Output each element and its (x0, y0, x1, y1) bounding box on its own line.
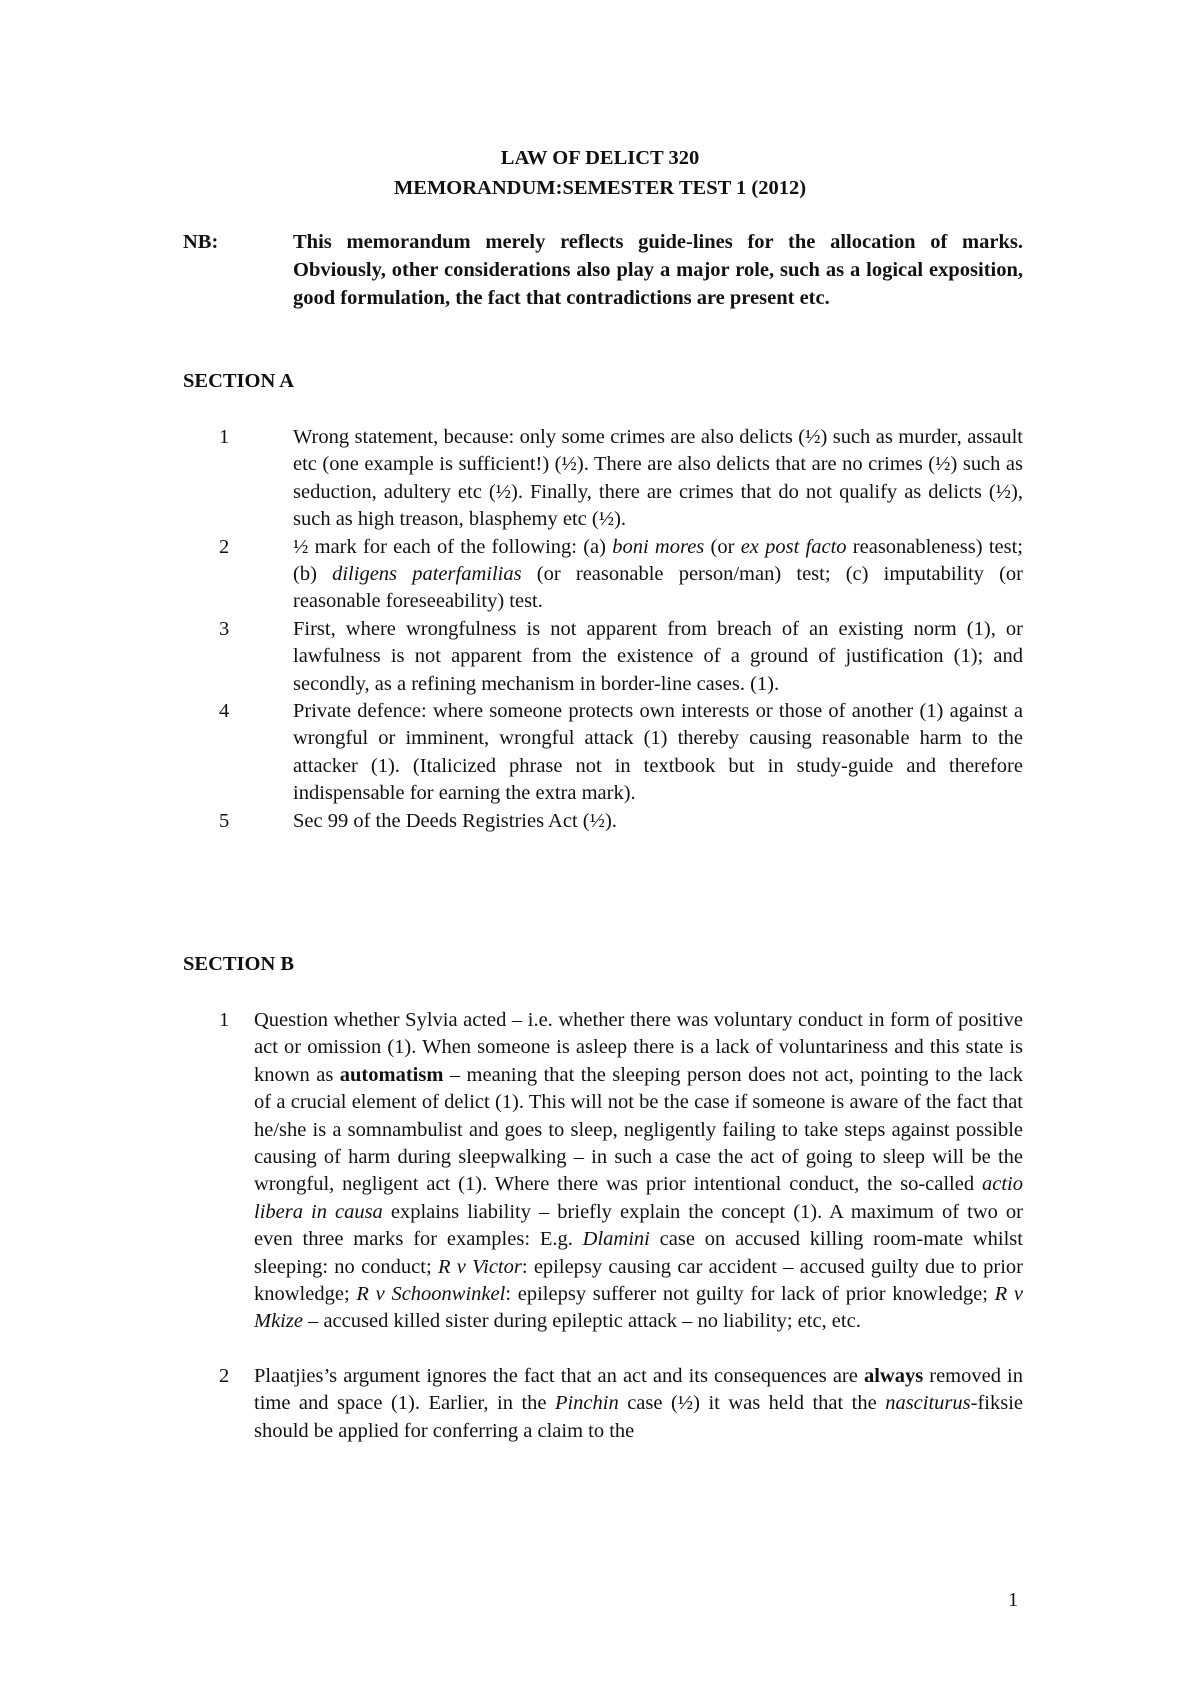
text-run: removed in time and space (1). Earlier, in the (254, 1364, 1023, 1415)
section-a-list (183, 424, 1023, 835)
document-title (0, 143, 1200, 203)
italic-phrase: diligens paterfamilias (332, 563, 522, 586)
section-b-list (183, 1007, 1023, 1472)
italic-phrase: nasciturus (885, 1392, 971, 1415)
question-item (183, 1363, 1023, 1445)
answer-text (254, 1007, 1023, 1336)
italic-phrase: R v Schoonwinkel (356, 1283, 506, 1306)
text-run: explains liability – briefly explain the concept (1). A maximum of two or even three marks for examples: E.g. (254, 1200, 1023, 1251)
text-run: Wrong statement, because: only some crimes are also delicts (½) such as murder, assault etc (one example is sufficient!) (½). There are also delicts that are no crimes (½) such as seduction, adultery etc (½). Finally, there are crimes that do not qualify as delicts (½), such as high treason, blasphemy etc (½). (293, 426, 1023, 531)
question-item (183, 424, 1023, 534)
section-a-heading: SECTION A (183, 370, 295, 392)
answer-text (254, 1363, 1023, 1445)
nb-text: This memorandum merely reflects guide-lines for the allocation of marks. Obviously, other considerations also play a major role, such as a logical exposition, good formulation, the fact that contradictions are present etc. (293, 231, 1023, 309)
text-run: -fiksie should be applied for conferring a claim to the (254, 1392, 1023, 1442)
nb-label: NB: (183, 231, 219, 253)
question-number: 2 (219, 535, 230, 558)
question-number: 1 (219, 1009, 230, 1031)
page-number: 1 (1008, 1589, 1019, 1611)
text-run: (or reasonable person/man) test; (c) imputability (or reasonable foreseeability) test. (293, 563, 1024, 613)
question-item (183, 808, 1023, 835)
answer-text (293, 698, 1023, 808)
text-run: First, where wrongfulness is not apparent from breach of an existing norm (1), or lawfulness is not apparent from the existence of a ground of justification (1); and secondly, as a refining mechanism in border-line cases. (1). (293, 617, 1023, 695)
section-b-heading: SECTION B (183, 953, 295, 975)
question-item (183, 534, 1023, 616)
question-number: 3 (219, 617, 230, 640)
answer-text (293, 424, 1023, 534)
text-run: ½ mark for each of the following: (a) (293, 535, 613, 558)
title-line-memorandum: MEMORANDUM:SEMESTER TEST 1 (2012) (393, 177, 807, 199)
text-run: case on accused killing room-mate whilst sleeping: no conduct; (254, 1228, 1023, 1278)
question-item (183, 1007, 1023, 1336)
text-run: – meaning that the sleeping person does not act, pointing to the lack of a crucial element of delict (1). This will not be the case if someone is aware of the fact that he/she is a somnambulist and goes to sleep, negligently failing to take steps against possible causing of harm during sleepwalking – in such a case the act of going to sleep will be the wrongful, negligent act (1). Where there was prior intentional conduct, the so-called (254, 1063, 1023, 1196)
italic-phrase: R v Victor (437, 1255, 522, 1278)
italic-phrase: boni mores (612, 535, 705, 558)
question-number: 2 (219, 1364, 230, 1387)
answer-text (293, 808, 1023, 835)
question-item (183, 698, 1023, 808)
text-run: Plaatjies’s argument ignores the fact that an act and its consequences are (254, 1364, 864, 1387)
question-number: 4 (219, 700, 230, 723)
italic-phrase: actio libera in causa (254, 1173, 1023, 1223)
italic-phrase: R v Mkize (254, 1283, 1023, 1333)
text-run: (or (704, 535, 741, 558)
text-run: : epilepsy sufferer not guilty for lack of prior knowledge; (505, 1283, 995, 1306)
italic-phrase: Pinchin (554, 1392, 619, 1415)
question-number: 5 (219, 809, 230, 832)
italic-phrase: Dlamini (582, 1228, 650, 1251)
answer-text (293, 616, 1023, 698)
text-run: reasonableness) test; (b) (293, 535, 1023, 586)
question-number: 1 (219, 426, 230, 448)
title-line-course: LAW OF DELICT 320 (500, 147, 700, 169)
question-item (183, 616, 1023, 698)
answer-text (293, 534, 1023, 616)
bold-phrase: always (863, 1364, 924, 1387)
nb-notice (183, 228, 1023, 312)
text-run: : epilepsy causing car accident – accused guilty due to prior knowledge; (254, 1255, 1023, 1306)
text-run: Sec 99 of the Deeds Registries Act (½). (293, 809, 617, 832)
text-run: Private defence: where someone protects own interests or those of another (1) against a wrongful or imminent, wrongful attack (1) thereby causing reasonable harm to the attacker (1). (Italicized phrase not in textbook but in study-guide and therefore indispensable for earning the extra mark). (293, 700, 1023, 805)
text-run: – accused killed sister during epileptic attack – no liability; etc, etc. (302, 1310, 861, 1333)
italic-phrase: ex post facto (740, 535, 847, 558)
text-run: case (½) it was held that the (618, 1392, 886, 1415)
text-run: Question whether Sylvia acted – i.e. whether there was voluntary conduct in form of positive act or omission (1). When someone is asleep there is a lack of voluntariness and this state is known as (254, 1009, 1023, 1086)
bold-phrase: automatism (339, 1063, 444, 1086)
